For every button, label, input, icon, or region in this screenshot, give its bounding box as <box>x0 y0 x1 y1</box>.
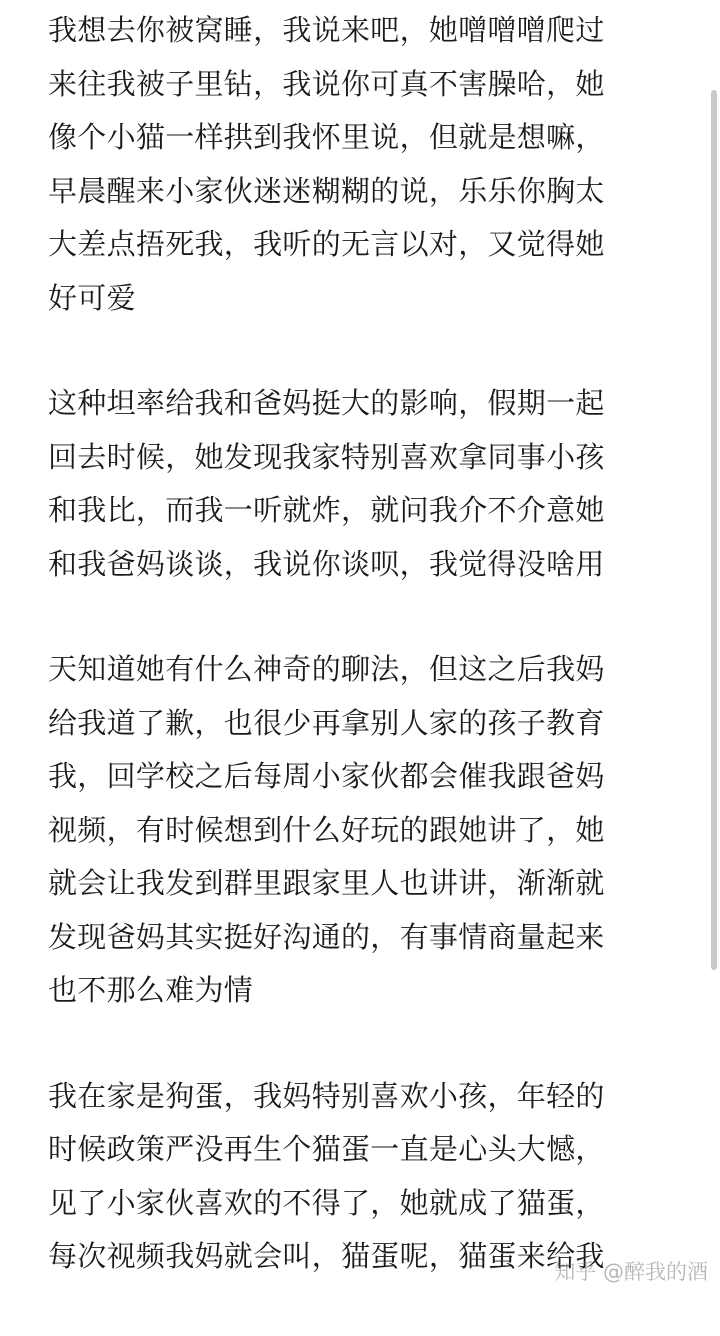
text-line: 发现爸妈其实挺好沟通的，有事情商量起来 <box>48 919 605 954</box>
text-line: 我在家是狗蛋，我妈特别喜欢小孩，年轻的 <box>48 1078 605 1113</box>
paragraph-2 <box>48 377 668 591</box>
paragraph-4 <box>48 1070 668 1284</box>
text-line: 好可爱 <box>48 280 136 315</box>
text-line: 回去时候，她发现我家特别喜欢拿同事小孩 <box>48 439 605 474</box>
text-line: 和我爸妈谈谈，我说你谈呗，我觉得没啥用 <box>48 546 605 581</box>
text-line: 就会让我发到群里跟家里人也讲讲，渐渐就 <box>48 866 605 900</box>
text-line: 来往我被子里钻，我说你可真不害臊哈，她 <box>48 66 605 101</box>
paragraph-1 <box>48 4 668 325</box>
text-line: 像个小猫一样拱到我怀里说，但就是想嘛， <box>48 120 605 154</box>
text-line: 天知道她有什么神奇的聊法，但这之后我妈 <box>48 652 605 686</box>
text-line: 我，回学校之后每周小家伙都会催我跟爸妈 <box>48 759 605 793</box>
text-line: 这种坦率给我和爸妈挺大的影响，假期一起 <box>48 386 605 420</box>
text-line: 和我比，而我一听就炸，就问我介不介意她 <box>48 493 605 527</box>
text-line: 见了小家伙喜欢的不得了，她就成了猫蛋， <box>48 1185 605 1220</box>
text-line: 大差点捂死我，我听的无言以对，又觉得她 <box>48 227 605 261</box>
text-line: 给我道了歉，也很少再拿别人家的孩子教育 <box>48 705 605 740</box>
text-line: 视频，有时候想到什么好玩的跟她讲了，她 <box>48 812 605 847</box>
text-line: 也不那么难为情 <box>48 973 254 1007</box>
paragraph-3 <box>48 643 668 1018</box>
text-line: 我想去你被窝睡，我说来吧，她噌噌噌爬过 <box>48 13 605 47</box>
article-body <box>48 4 668 1336</box>
text-line: 每次视频我妈就会叫，猫蛋呢，猫蛋来给我 <box>48 1239 605 1273</box>
text-line: 时候政策严没再生个猫蛋一直是心头大憾， <box>48 1132 605 1166</box>
text-line: 早晨醒来小家伙迷迷糊糊的说，乐乐你胸太 <box>48 173 605 208</box>
scrollbar-thumb[interactable] <box>711 90 717 970</box>
watermark: 知乎 @醉我的酒 <box>554 1260 708 1284</box>
